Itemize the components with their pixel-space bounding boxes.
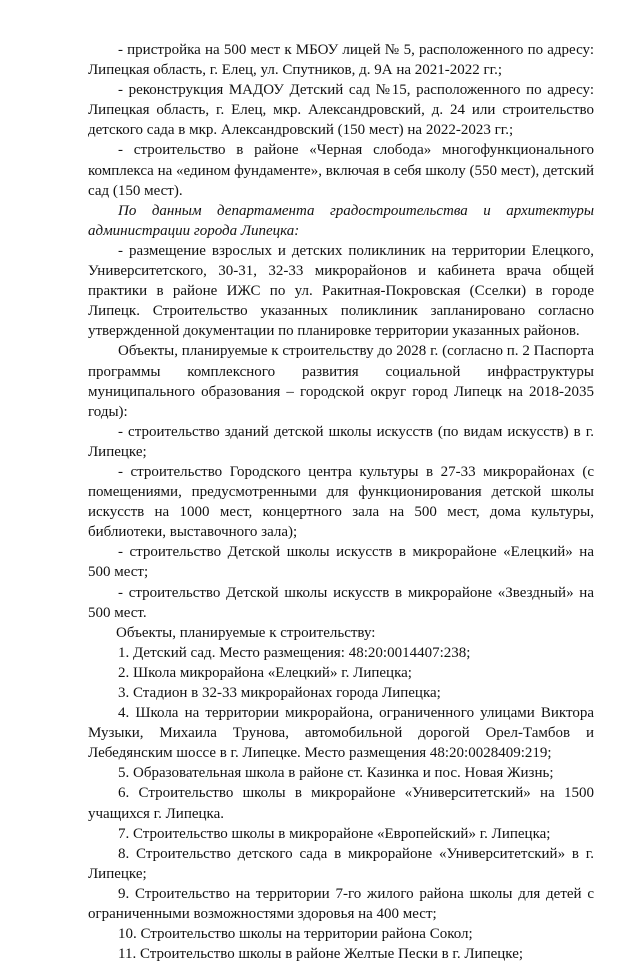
paragraph-kindergarten-15-reconstruction: - реконструкция МАДОУ Детский сад №15, расположенного по адресу: Липецкая область, г. Елец, мкр. Александровский, д. 24 или строительство детского сада в мкр. Александровский (150 мест) на 2022-2023 гг.;	[88, 82, 594, 139]
list-item-2: 2. Школа микрорайона «Елецкий» г. Липецка;	[118, 664, 412, 681]
paragraph-chernaya-sloboda-complex: - строительство в районе «Черная слобода» многофункционального комплекса на «едином фундаменте», включая в себя школу (550 мест), детский сад (150 мест).	[88, 142, 594, 199]
list-item-3: 3. Стадион в 32-33 микрорайонах города Липецка;	[118, 685, 441, 701]
paragraph-polyclinics-placement: - размещение взрослых и детских поликлиник на территории Елецкого, Университетского, 30-31, 32-33 микрорайонов и кабинета врача общей практики в районе ИЖС по ул. Ракитная-Покровская (Сселки) в городе Липецк. Строительство указанных поликлиник запланировано согласно утвержденной документации по планировке территории указанных районов.	[88, 242, 594, 340]
list-item-7: 7. Строительство школы в микрорайоне «Европейский» г. Липецка;	[118, 825, 551, 842]
list-item-1: 1. Детский сад. Место размещения: 48:20:0014407:238;	[118, 644, 471, 661]
paragraph-art-school-buildings: - строительство зданий детской школы искусств (по видам искусств) в г. Липецке;	[88, 423, 594, 460]
list-item-8: 8. Строительство детского сада в микрорайоне «Университетский» в г. Липецке;	[88, 845, 594, 882]
document-page	[88, 40, 594, 964]
paragraph-urban-planning-department-heading: По данным департамента градостроительства и архитектуры администрации города Липецка:	[88, 202, 594, 239]
list-item-11: 11. Строительство школы в районе Желтые Пески в г. Липецке;	[118, 946, 524, 963]
list-item-6: 6. Строительство школы в микрорайоне «Университетский» на 1500 учащихся г. Липецка.	[88, 785, 594, 822]
list-item-9: 9. Строительство на территории 7-го жилого района школы для детей с ограниченными возможностями здоровья на 400 мест;	[88, 885, 594, 923]
list-item-5: 5. Образовательная школа в районе ст. Казинка и пос. Новая Жизнь;	[118, 765, 554, 782]
list-item-4: 4. Школа на территории микрорайона, ограниченного улицами Виктора Музыки, Михаила Трунова, автомобильной дорогой Орел-Тамбов и Лебедянским шоссе в г. Липецке. Место размещения 48:20:0028409:219;	[88, 705, 594, 762]
paragraph-art-school-zvezdny: - строительство Детской школы искусств в микрорайоне «Звездный» на 500 мест.	[88, 584, 594, 621]
paragraph-city-culture-center: - строительство Городского центра культуры в 27-33 микрорайонах (с помещениями, предусмотренными для функционирования детской школы искусств на 1000 мест, концертного зала на 500 мест, дома культуры, библиотеки, выставочного зала);	[88, 463, 594, 541]
paragraph-lyceum-5-extension: - пристройка на 500 мест к МБОУ лицей № 5, расположенного по адресу: Липецкая область, г. Елец, ул. Спутников, д. 9А на 2021-2022 гг.;	[88, 42, 594, 79]
paragraph-objects-until-2028: Объекты, планируемые к строительству до 2028 г. (согласно п. 2 Паспорта программы комплексного развития социальной инфраструктуры муниципального образования – городской округ город Липецк на 2018-2035 годы):	[88, 343, 594, 420]
list-item-10: 10. Строительство школы на территории района Сокол;	[118, 926, 473, 943]
paragraph-planned-objects-heading: Объекты, планируемые к строительству:	[116, 624, 376, 641]
paragraph-art-school-eletsky: - строительство Детской школы искусств в микрорайоне «Елецкий» на 500 мест;	[88, 544, 594, 581]
